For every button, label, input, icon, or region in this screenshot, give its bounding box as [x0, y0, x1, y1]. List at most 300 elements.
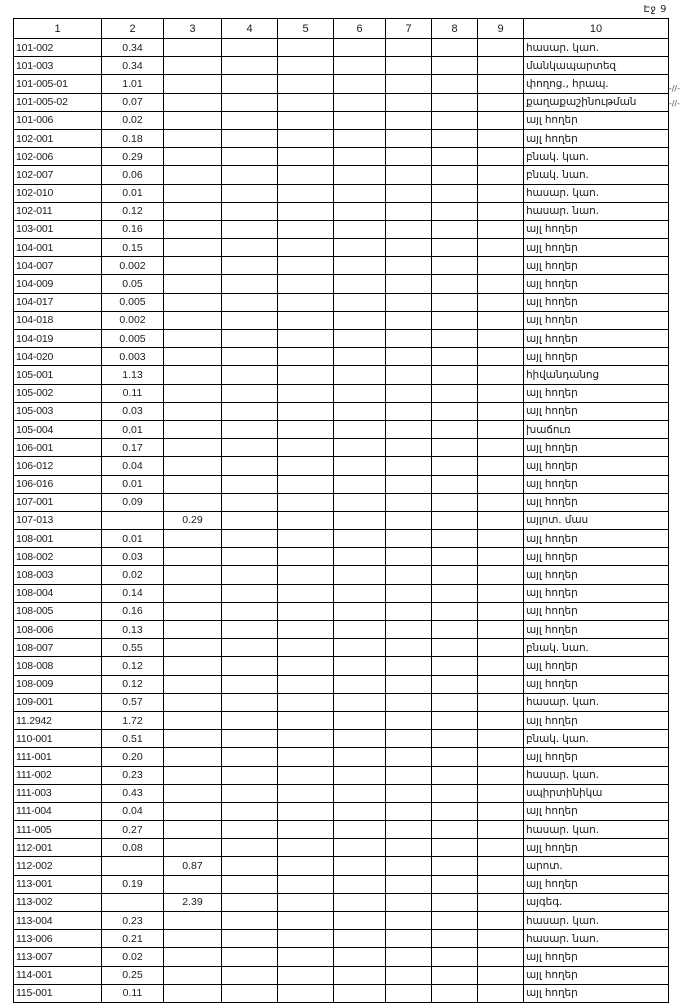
cell-value-4	[222, 348, 278, 366]
table-row	[14, 511, 669, 529]
cell-value-6	[334, 857, 386, 875]
cell-description: այլ հողեր	[524, 330, 669, 348]
cell-value-9	[478, 621, 524, 639]
table-row	[14, 693, 669, 711]
cell-value-3	[164, 493, 222, 511]
cell-value-9	[478, 439, 524, 457]
cell-value-7	[386, 439, 432, 457]
cell-value-7	[386, 675, 432, 693]
cell-value-3	[164, 57, 222, 75]
cell-value-2: 0.19	[102, 875, 164, 893]
cell-value-4	[222, 330, 278, 348]
cell-value-7	[386, 475, 432, 493]
cell-value-4	[222, 566, 278, 584]
table-row	[14, 602, 669, 620]
cell-value-5	[278, 675, 334, 693]
cell-value-4	[222, 930, 278, 948]
cell-code: 105-002	[14, 384, 102, 402]
cell-value-7	[386, 711, 432, 729]
cell-value-3	[164, 566, 222, 584]
cell-value-9	[478, 984, 524, 1002]
table-row	[14, 930, 669, 948]
cell-value-3	[164, 439, 222, 457]
cell-value-4	[222, 257, 278, 275]
cell-value-2: 0.25	[102, 966, 164, 984]
cell-value-9	[478, 239, 524, 257]
cell-value-9	[478, 548, 524, 566]
cell-code: 108-009	[14, 675, 102, 693]
cell-value-2: 0.15	[102, 239, 164, 257]
table-row	[14, 730, 669, 748]
cell-value-6	[334, 239, 386, 257]
cell-value-2: 0.34	[102, 39, 164, 57]
cell-value-3	[164, 202, 222, 220]
cell-value-7	[386, 802, 432, 820]
cell-description: այլ հողեր	[524, 111, 669, 129]
cell-value-2	[102, 893, 164, 911]
cell-value-4	[222, 621, 278, 639]
cell-value-7	[386, 330, 432, 348]
cell-value-5	[278, 148, 334, 166]
table-row	[14, 839, 669, 857]
cell-value-6	[334, 275, 386, 293]
cell-value-8	[432, 530, 478, 548]
cell-value-2: 0.01	[102, 184, 164, 202]
table-row	[14, 93, 669, 111]
cell-description: բնակ. կաո.	[524, 730, 669, 748]
cell-code: 112-002	[14, 857, 102, 875]
cell-value-6	[334, 293, 386, 311]
cell-value-4	[222, 111, 278, 129]
cell-value-5	[278, 311, 334, 329]
cell-value-2: 0.14	[102, 584, 164, 602]
cell-code: 112-001	[14, 839, 102, 857]
cell-value-3	[164, 839, 222, 857]
cell-value-2: 0.23	[102, 912, 164, 930]
table-row	[14, 148, 669, 166]
cell-value-5	[278, 420, 334, 438]
cell-value-3	[164, 657, 222, 675]
cell-value-9	[478, 584, 524, 602]
cell-value-8	[432, 420, 478, 438]
cell-value-2: 0.17	[102, 439, 164, 457]
cell-value-2: 0.02	[102, 566, 164, 584]
cell-value-9	[478, 166, 524, 184]
cell-code: 113-007	[14, 948, 102, 966]
cell-value-6	[334, 129, 386, 147]
cell-value-3	[164, 129, 222, 147]
cell-code: 105-001	[14, 366, 102, 384]
cell-value-8	[432, 766, 478, 784]
table-row	[14, 239, 669, 257]
cell-value-8	[432, 148, 478, 166]
cell-description: այլ հողեր	[524, 220, 669, 238]
cell-value-7	[386, 912, 432, 930]
cell-value-8	[432, 857, 478, 875]
cell-value-2: 0.29	[102, 148, 164, 166]
cell-value-3	[164, 93, 222, 111]
table-row	[14, 439, 669, 457]
cell-value-4	[222, 511, 278, 529]
cell-value-9	[478, 129, 524, 147]
cell-value-6	[334, 366, 386, 384]
table-row	[14, 766, 669, 784]
cell-value-4	[222, 530, 278, 548]
cell-value-6	[334, 311, 386, 329]
cell-value-6	[334, 566, 386, 584]
cell-value-2: 1.01	[102, 75, 164, 93]
cell-value-3	[164, 457, 222, 475]
table-row	[14, 675, 669, 693]
cell-value-5	[278, 766, 334, 784]
cell-value-5	[278, 348, 334, 366]
cell-value-9	[478, 893, 524, 911]
cell-code: 108-002	[14, 548, 102, 566]
cell-value-6	[334, 693, 386, 711]
cell-value-8	[432, 57, 478, 75]
cell-value-9	[478, 857, 524, 875]
cell-value-7	[386, 584, 432, 602]
cell-value-5	[278, 111, 334, 129]
cell-code: 113-004	[14, 912, 102, 930]
cell-code: 111-005	[14, 821, 102, 839]
cell-value-4	[222, 493, 278, 511]
cell-value-7	[386, 57, 432, 75]
cell-value-9	[478, 693, 524, 711]
cell-code: 104-007	[14, 257, 102, 275]
cell-value-4	[222, 148, 278, 166]
cell-value-7	[386, 984, 432, 1002]
cell-value-2: 0.04	[102, 802, 164, 820]
cell-value-4	[222, 857, 278, 875]
cell-code: 113-006	[14, 930, 102, 948]
cell-value-7	[386, 530, 432, 548]
cell-value-8	[432, 348, 478, 366]
cell-value-4	[222, 693, 278, 711]
cell-code: 107-013	[14, 511, 102, 529]
cell-code: 106-016	[14, 475, 102, 493]
cell-value-3	[164, 548, 222, 566]
cell-value-9	[478, 384, 524, 402]
cell-value-4	[222, 730, 278, 748]
table-row	[14, 57, 669, 75]
cell-value-5	[278, 239, 334, 257]
cell-value-5	[278, 875, 334, 893]
cell-value-6	[334, 584, 386, 602]
cell-value-3	[164, 730, 222, 748]
cell-value-2: 0.12	[102, 675, 164, 693]
cell-value-7	[386, 657, 432, 675]
cell-value-2: 0.21	[102, 930, 164, 948]
cell-value-3	[164, 220, 222, 238]
cell-value-7	[386, 75, 432, 93]
cell-value-6	[334, 511, 386, 529]
cell-code: 108-003	[14, 566, 102, 584]
cell-value-5	[278, 457, 334, 475]
cell-value-9	[478, 457, 524, 475]
cell-description: այլ հողեր	[524, 675, 669, 693]
cell-value-2: 0.16	[102, 602, 164, 620]
cell-description: բնակ. կաո.	[524, 148, 669, 166]
cell-value-8	[432, 239, 478, 257]
cell-value-4	[222, 984, 278, 1002]
cell-description: հասար. կաո.	[524, 912, 669, 930]
cell-value-5	[278, 202, 334, 220]
cell-description: այլ հողեր	[524, 129, 669, 147]
cell-value-8	[432, 475, 478, 493]
table-row	[14, 457, 669, 475]
cell-value-9	[478, 202, 524, 220]
cell-value-2: 0.02	[102, 948, 164, 966]
cell-value-8	[432, 675, 478, 693]
table-body	[14, 39, 669, 1003]
cell-value-9	[478, 657, 524, 675]
cell-value-4	[222, 839, 278, 857]
cell-value-9	[478, 639, 524, 657]
cell-code: 101-005-01	[14, 75, 102, 93]
cell-value-6	[334, 420, 386, 438]
cell-code: 102-006	[14, 148, 102, 166]
cell-value-2: 0.002	[102, 311, 164, 329]
cell-value-3	[164, 348, 222, 366]
cell-value-2: 0.18	[102, 129, 164, 147]
cell-description: այլ հողեր	[524, 839, 669, 857]
cell-value-6	[334, 657, 386, 675]
cell-value-6	[334, 439, 386, 457]
cell-value-7	[386, 311, 432, 329]
cell-value-5	[278, 166, 334, 184]
cell-code: 115-001	[14, 984, 102, 1002]
cell-value-9	[478, 93, 524, 111]
cell-value-2: 0.12	[102, 657, 164, 675]
cell-description: արոտ.	[524, 857, 669, 875]
cell-value-7	[386, 639, 432, 657]
cell-value-9	[478, 402, 524, 420]
cell-code: 106-001	[14, 439, 102, 457]
table-row	[14, 784, 669, 802]
cell-value-2: 0.003	[102, 348, 164, 366]
cell-value-4	[222, 166, 278, 184]
cell-value-5	[278, 657, 334, 675]
cell-value-4	[222, 675, 278, 693]
cell-description: այլ հողեր	[524, 439, 669, 457]
cell-value-7	[386, 39, 432, 57]
cell-value-6	[334, 748, 386, 766]
table-row	[14, 311, 669, 329]
table-row	[14, 912, 669, 930]
cell-value-2: 0.55	[102, 639, 164, 657]
cell-value-6	[334, 766, 386, 784]
cell-value-5	[278, 75, 334, 93]
cell-value-6	[334, 402, 386, 420]
cell-value-4	[222, 784, 278, 802]
cell-value-5	[278, 693, 334, 711]
cell-value-2: 0.01	[102, 420, 164, 438]
cell-code: 105-003	[14, 402, 102, 420]
cell-value-2	[102, 511, 164, 529]
cell-value-3	[164, 711, 222, 729]
cell-description: այլ հողեր	[524, 384, 669, 402]
cell-value-9	[478, 420, 524, 438]
cell-value-3	[164, 984, 222, 1002]
cell-code: 101-002	[14, 39, 102, 57]
cell-value-9	[478, 912, 524, 930]
table-row	[14, 220, 669, 238]
cell-value-6	[334, 384, 386, 402]
cell-value-8	[432, 366, 478, 384]
cell-value-7	[386, 293, 432, 311]
table-row	[14, 584, 669, 602]
column-header-10: 10	[524, 19, 669, 39]
cell-value-3: 0.29	[164, 511, 222, 529]
cell-code: 104-020	[14, 348, 102, 366]
cell-value-5	[278, 39, 334, 57]
table-row	[14, 875, 669, 893]
table-header-row	[14, 19, 669, 39]
cell-value-2: 0.03	[102, 548, 164, 566]
cell-value-7	[386, 930, 432, 948]
cell-value-2: 0.08	[102, 839, 164, 857]
cell-code: 108-004	[14, 584, 102, 602]
table-row	[14, 475, 669, 493]
cell-value-5	[278, 948, 334, 966]
cell-value-5	[278, 821, 334, 839]
cell-value-3	[164, 166, 222, 184]
cell-value-9	[478, 275, 524, 293]
cell-value-8	[432, 75, 478, 93]
cell-value-6	[334, 548, 386, 566]
cell-description: այլ հողեր	[524, 275, 669, 293]
cell-value-3	[164, 693, 222, 711]
cell-value-5	[278, 784, 334, 802]
cell-value-9	[478, 875, 524, 893]
cell-value-8	[432, 912, 478, 930]
table-row	[14, 530, 669, 548]
cell-value-4	[222, 366, 278, 384]
cell-value-3	[164, 311, 222, 329]
cell-value-9	[478, 602, 524, 620]
table-row	[14, 39, 669, 57]
cell-value-3	[164, 257, 222, 275]
cell-description: բնակ. նաո.	[524, 166, 669, 184]
cell-value-9	[478, 184, 524, 202]
cell-code: 111-002	[14, 766, 102, 784]
cell-value-7	[386, 730, 432, 748]
cell-code: 108-008	[14, 657, 102, 675]
cell-code: 102-007	[14, 166, 102, 184]
cell-value-3	[164, 293, 222, 311]
cell-value-5	[278, 566, 334, 584]
cell-value-5	[278, 730, 334, 748]
cell-value-5	[278, 439, 334, 457]
cell-value-4	[222, 275, 278, 293]
cell-value-4	[222, 548, 278, 566]
column-header-7: 7	[386, 19, 432, 39]
cell-description: այլ հողեր	[524, 348, 669, 366]
cell-value-3	[164, 621, 222, 639]
cell-code: 113-001	[14, 875, 102, 893]
cell-value-7	[386, 184, 432, 202]
cell-value-6	[334, 75, 386, 93]
cell-value-9	[478, 821, 524, 839]
cell-value-3: 0.87	[164, 857, 222, 875]
cell-value-6	[334, 930, 386, 948]
cell-value-9	[478, 475, 524, 493]
cell-code: 101-005-02	[14, 93, 102, 111]
cell-value-2: 0.43	[102, 784, 164, 802]
cell-value-7	[386, 621, 432, 639]
cell-value-4	[222, 439, 278, 457]
cell-value-8	[432, 984, 478, 1002]
cell-description: այլ հողեր	[524, 548, 669, 566]
cell-value-8	[432, 511, 478, 529]
cell-value-7	[386, 766, 432, 784]
cell-value-9	[478, 839, 524, 857]
table-row	[14, 802, 669, 820]
cell-value-5	[278, 366, 334, 384]
cell-code: 106-012	[14, 457, 102, 475]
cell-value-4	[222, 402, 278, 420]
cell-value-6	[334, 711, 386, 729]
cell-value-3	[164, 330, 222, 348]
cell-value-8	[432, 402, 478, 420]
cell-value-9	[478, 802, 524, 820]
cell-value-6	[334, 602, 386, 620]
cell-value-6	[334, 948, 386, 966]
cell-value-6	[334, 202, 386, 220]
table-row	[14, 166, 669, 184]
cell-description: բնակ. նաո.	[524, 639, 669, 657]
cell-value-8	[432, 893, 478, 911]
cell-value-9	[478, 220, 524, 238]
cell-description: այլ հողեր	[524, 493, 669, 511]
cell-value-8	[432, 129, 478, 147]
cell-value-8	[432, 293, 478, 311]
cell-value-7	[386, 129, 432, 147]
column-header-9: 9	[478, 19, 524, 39]
cell-value-5	[278, 330, 334, 348]
cell-value-8	[432, 384, 478, 402]
cell-code: 102-010	[14, 184, 102, 202]
cell-code: 101-006	[14, 111, 102, 129]
cell-description: այլ հողեր	[524, 584, 669, 602]
cell-code: 102-011	[14, 202, 102, 220]
cell-value-4	[222, 202, 278, 220]
cell-value-6	[334, 93, 386, 111]
cell-value-7	[386, 275, 432, 293]
cell-value-2: 0.03	[102, 402, 164, 420]
cell-value-8	[432, 693, 478, 711]
cell-value-5	[278, 602, 334, 620]
cell-value-5	[278, 839, 334, 857]
cell-value-2: 0.07	[102, 93, 164, 111]
cell-value-8	[432, 657, 478, 675]
margin-note: -//-	[668, 84, 680, 93]
cell-value-7	[386, 93, 432, 111]
cell-value-5	[278, 402, 334, 420]
table-row	[14, 366, 669, 384]
cell-value-8	[432, 202, 478, 220]
cell-value-3	[164, 275, 222, 293]
cell-description: այլ հողեր	[524, 239, 669, 257]
table-row	[14, 293, 669, 311]
cell-value-4	[222, 420, 278, 438]
cell-value-9	[478, 766, 524, 784]
cell-value-8	[432, 711, 478, 729]
cell-description: հասար. նաո.	[524, 202, 669, 220]
table-row	[14, 111, 669, 129]
cell-value-7	[386, 239, 432, 257]
